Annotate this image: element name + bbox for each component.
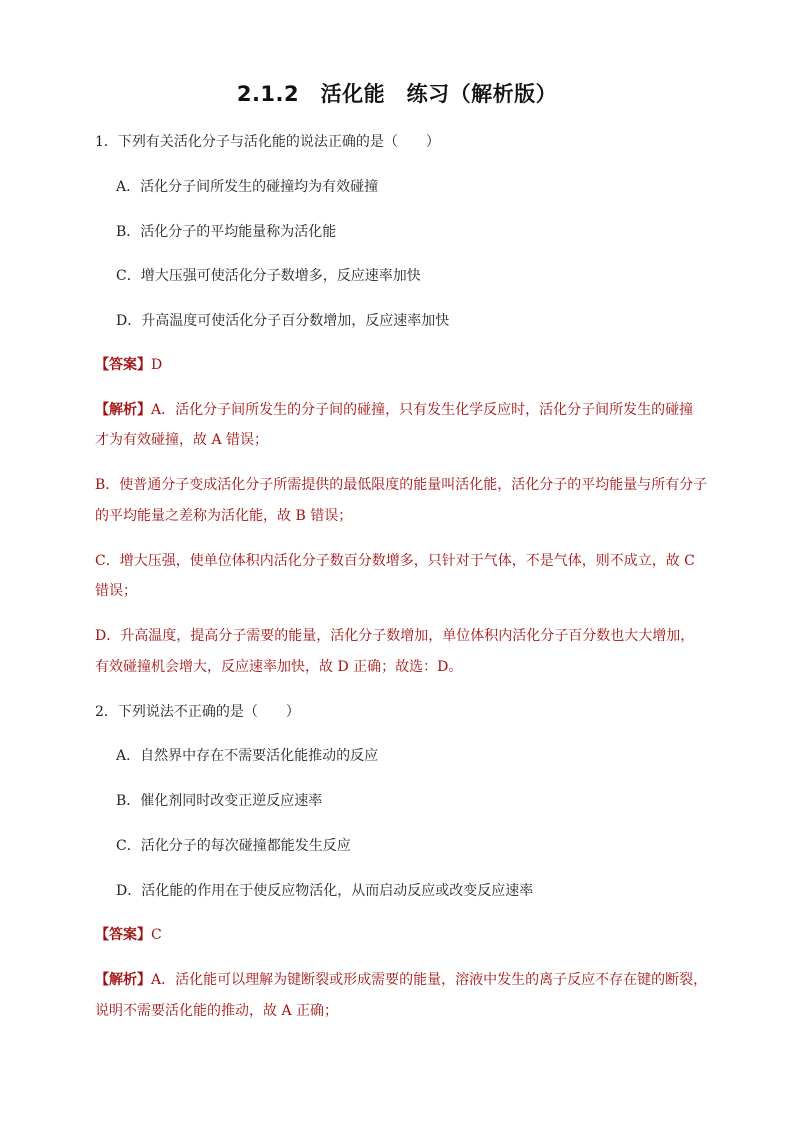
answer-tag: 【答案】	[95, 927, 151, 943]
question-1-analysis-line: 才为有效碰撞，故 A 错误；	[95, 432, 269, 448]
question-1-analysis-line: D．升高温度，提高分子需要的能量，活化分子数增加，单位体积内活化分子百分数也大大增加，	[95, 628, 695, 644]
question-1-option-b: B．活化分子的平均能量称为活化能	[116, 224, 337, 240]
page-title: 2.1.2 活化能 练习（解析版）	[236, 82, 558, 106]
answer-value: D	[151, 357, 163, 373]
question-2-analysis-line: 说明不需要活化能的推动，故 A 正确；	[95, 1003, 339, 1019]
answer-tag: 【答案】	[95, 357, 151, 373]
question-1-analysis-line: 错误；	[95, 583, 137, 599]
question-2-stem: 2．下列说法不正确的是（ ）	[95, 704, 300, 720]
question-2-answer	[95, 927, 705, 943]
question-2-option-c: C．活化分子的每次碰撞都能发生反应	[116, 838, 351, 854]
analysis-text: A．活化分子间所发生的分子间的碰撞，只有发生化学反应时，活化分子间所发生的碰撞	[151, 402, 694, 418]
question-1-analysis-line: B．使普通分子变成活化分子所需提供的最低限度的能量叫活化能，活化分子的平均能量与所有分子	[95, 477, 708, 493]
question-2-option-a: A．自然界中存在不需要活化能推动的反应	[116, 748, 379, 764]
analysis-text: A．活化能可以理解为键断裂或形成需要的能量，溶液中发生的离子反应不存在键的断裂，	[151, 972, 708, 988]
question-1-analysis-line: 有效碰撞机会增大，反应速率加快，故 D 正确；故选：D。	[95, 659, 463, 675]
question-2-analysis-line	[95, 972, 708, 988]
analysis-tag: 【解析】	[95, 972, 151, 988]
question-1-analysis-line: 的平均能量之差称为活化能，故 B 错误；	[95, 508, 353, 524]
question-1-analysis-line: C．增大压强，使单位体积内活化分子数百分数增多，只针对于气体，不是气体，则不成立，故 C	[95, 553, 695, 569]
question-1-option-d: D．升高温度可使活化分子百分数增加，反应速率加快	[116, 313, 450, 329]
question-1-option-c: C．增大压强可使活化分子数增多，反应速率加快	[116, 268, 421, 284]
question-1-stem: 1．下列有关活化分子与活化能的说法正确的是（ ）	[95, 134, 440, 150]
question-2-option-b: B．催化剂同时改变正逆反应速率	[116, 793, 323, 809]
answer-value: C	[151, 927, 162, 943]
question-1-answer	[95, 357, 705, 373]
analysis-tag: 【解析】	[95, 402, 151, 418]
question-1-option-a: A．活化分子间所发生的碰撞均为有效碰撞	[116, 179, 379, 195]
question-1-analysis-line	[95, 402, 705, 418]
question-2-option-d: D．活化能的作用在于使反应物活化，从而启动反应或改变反应速率	[116, 883, 534, 899]
